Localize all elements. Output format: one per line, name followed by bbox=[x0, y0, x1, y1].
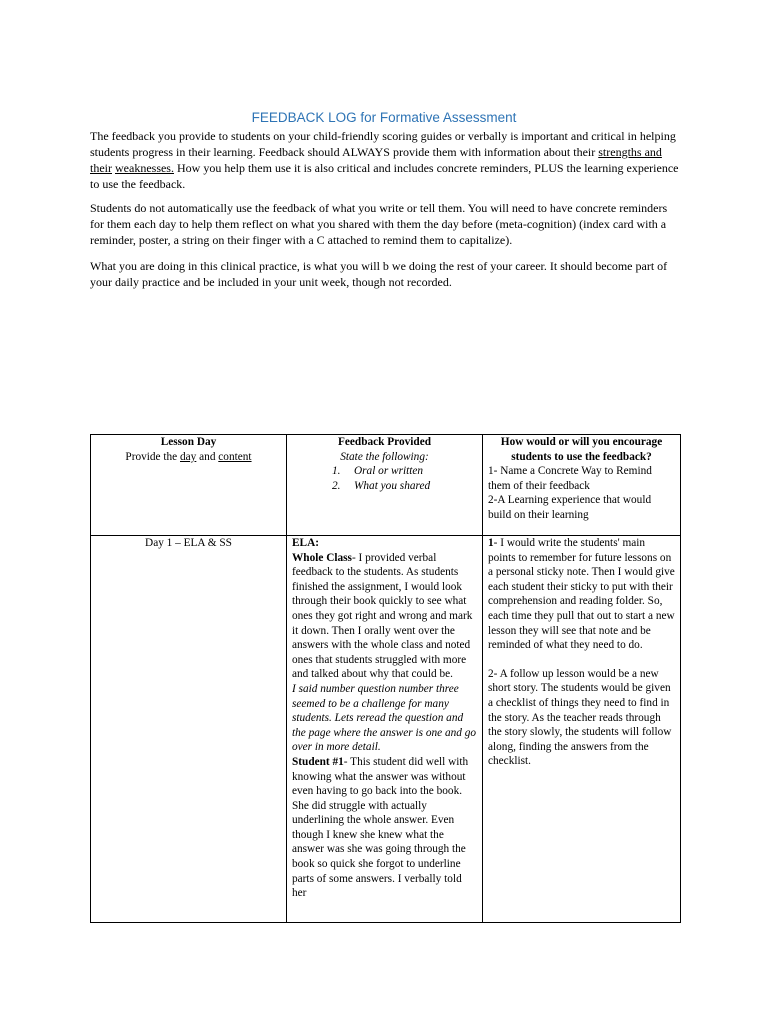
whole-class-feedback bbox=[292, 551, 477, 682]
spacer bbox=[488, 653, 675, 667]
encourage-item-1-text: - I would write the students' main points to remember for future lessons on a personal sticky note. Then I would give each student their sticky to put with their comprehension and reading folder. So, each time they pull that out to start a new lesson they will see that note and be reminded of what they need to do. bbox=[488, 537, 675, 652]
header-lesson-day bbox=[91, 435, 287, 536]
encourage-item-1-number: 1 bbox=[488, 537, 494, 549]
header-lesson-day-sub bbox=[96, 450, 281, 465]
header-encourage-title: How would or will you encourage students to use the feedback? bbox=[500, 436, 663, 463]
teacher-quote: I said number question number three seemed to be a challenge for many students. Lets reread the question and the page where the answer is one and go over in more detail. bbox=[292, 682, 477, 754]
table-row bbox=[91, 536, 681, 923]
student-1-label: Student #1 bbox=[292, 755, 344, 768]
row-feedback-cell bbox=[287, 536, 483, 923]
intro-paragraph-2: Students do not automatically use the feedback of what you write or tell them. You will need to have concrete reminders for them each day to help them reflect on what you shared with them the day before (meta-cognition) (index card with a reminder, poster, a string on their finger with a C attached to remind them to capitalize). bbox=[90, 201, 668, 247]
ela-label: ELA: bbox=[292, 537, 319, 549]
intro-p1-weaknesses: weaknesses. bbox=[115, 161, 174, 175]
student-1-text: - This student did well with knowing what the answer was without even having to go back into the book. She did struggle with actually underlining the whole answer. Even though I knew she knew what the answer was she was going through the book so quick she forgot to underline parts of some answers. I verbally told her bbox=[292, 755, 469, 900]
header-encourage-line2: 2-A Learning experience that would build on their learning bbox=[488, 494, 652, 521]
header-feedback-list bbox=[292, 464, 477, 493]
feedback-log-table bbox=[90, 434, 681, 923]
intro-paragraph-1 bbox=[90, 128, 682, 192]
list-item-number: 2. bbox=[332, 479, 341, 492]
list-item-text: Oral or written bbox=[354, 465, 424, 478]
header-encourage-line1: 1- Name a Concrete Way to Remind them of their feedback bbox=[488, 465, 652, 492]
intro-p1-start: The feedback you provide to students on your child-friendly scoring guides or verbally is important and critical in helping students progress in their learning. Feedback should ALWAYS provide them with information about their bbox=[90, 129, 676, 159]
row-encourage-cell bbox=[483, 536, 681, 923]
intro-p1-end: How you help them use it is also critical and includes concrete reminders, PLUS the learning experience to use the feedback. bbox=[90, 161, 679, 191]
intro-paragraph-3: What you are doing in this clinical practice, is what you will b we doing the rest of your career. It should become part of your daily practice and be included in your unit week, though not recorded. bbox=[90, 259, 668, 289]
whole-class-text: - I provided verbal feedback to the students. As students finished the assignment, I would look through their book quickly to see what ones they got right and wrong and mark it down. Then I orally went over the answers with the whole class and noted ones that students struggled with more and talked about why that could be. bbox=[292, 551, 473, 681]
header-feedback-provided bbox=[287, 435, 483, 536]
list-item-number: 1. bbox=[332, 465, 341, 478]
header-sub-text: Provide the bbox=[125, 450, 181, 463]
list-item-text: What you shared bbox=[354, 479, 431, 492]
table-header-row bbox=[91, 435, 681, 536]
whole-class-label: Whole Class bbox=[292, 551, 352, 564]
header-sub-day: day bbox=[180, 450, 197, 463]
header-feedback-sub: State the following: bbox=[340, 450, 429, 463]
header-feedback-title: Feedback Provided bbox=[338, 436, 431, 448]
intro-p1-strengths: strengths and their bbox=[90, 145, 662, 175]
row-day-cell: Day 1 – ELA & SS bbox=[91, 536, 287, 923]
header-sub-and: and bbox=[196, 450, 219, 463]
header-encourage bbox=[483, 435, 681, 536]
list-item bbox=[292, 464, 477, 479]
encourage-item-1 bbox=[488, 536, 675, 653]
header-sub-content: content bbox=[218, 450, 252, 463]
document-title: FEEDBACK LOG for Formative Assessment bbox=[251, 110, 517, 125]
encourage-item-2: 2- A follow up lesson would be a new short story. The students would be given a checklist of things they need to find in the story. As the teacher reads through the story slowly, the students will follow along, finding the answers from the checklist. bbox=[488, 667, 672, 768]
list-item bbox=[292, 479, 477, 494]
header-lesson-day-title: Lesson Day bbox=[160, 436, 217, 448]
student-1-feedback bbox=[292, 755, 477, 901]
